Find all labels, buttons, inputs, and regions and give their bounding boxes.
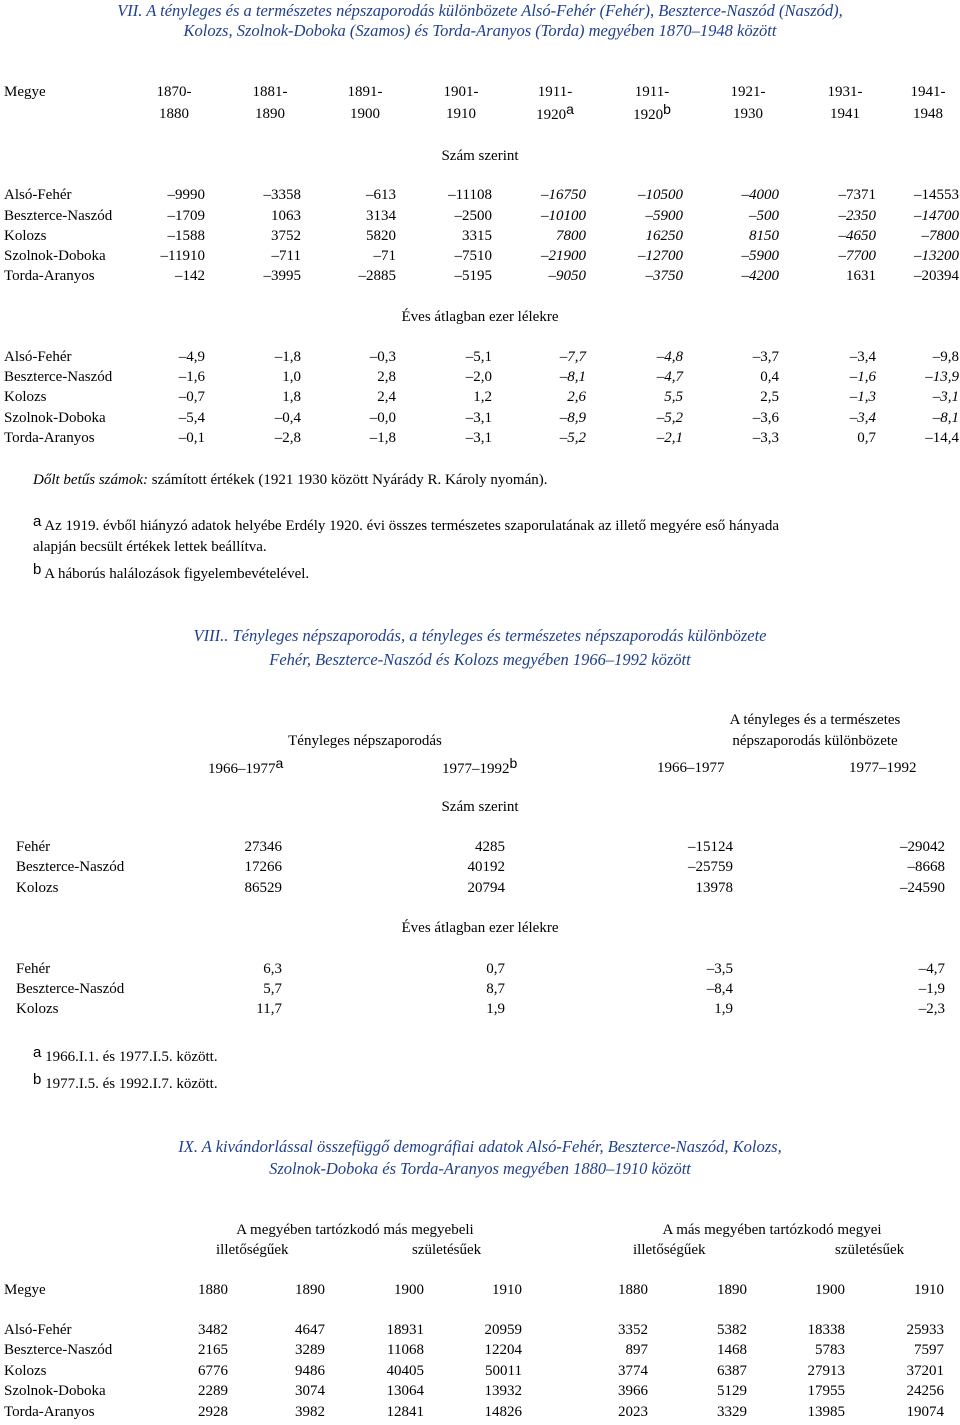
t7-footnote-a-text: Az 1919. évből hiányzó adatok helyébe Erdély 1920. évi összes természetes szaporulatának az illető megyére eső hányada bbox=[41, 518, 779, 534]
t9-row-label: Torda-Aranyos bbox=[4, 1404, 95, 1420]
t7-period-bottom bbox=[621, 101, 683, 124]
t8-cell: –8668 bbox=[907, 859, 945, 875]
t7-cell: –3,7 bbox=[752, 349, 779, 365]
t9-year-header: 1880 bbox=[198, 1282, 228, 1298]
t9-cell: 5382 bbox=[717, 1322, 747, 1338]
t7-cell: –613 bbox=[366, 187, 396, 203]
t8-cell: 13978 bbox=[695, 880, 733, 896]
t8-col-superscript: a bbox=[275, 755, 284, 771]
t7-cell: –2500 bbox=[454, 208, 492, 224]
t8-cell: 11,7 bbox=[256, 1001, 282, 1017]
t8-group-diff-line2: népszaporodás különbözete bbox=[732, 733, 898, 749]
t9-cell: 2023 bbox=[618, 1404, 648, 1420]
t7-row-label: Szolnok-Doboka bbox=[4, 410, 106, 426]
t7-cell: –1,6 bbox=[849, 369, 876, 385]
t9-group2-sub2: születésűek bbox=[835, 1242, 905, 1258]
t7-cell: 1,2 bbox=[473, 389, 492, 405]
t7-cell: –0,4 bbox=[274, 410, 301, 426]
t8-cell: 17266 bbox=[244, 859, 282, 875]
t9-cell: 3966 bbox=[618, 1383, 648, 1399]
t7-cell: –3,6 bbox=[752, 410, 779, 426]
t7-cell: 0,4 bbox=[760, 369, 779, 385]
t7-cell: –14553 bbox=[914, 187, 959, 203]
t7-cell: –0,1 bbox=[178, 430, 205, 446]
t7-cell: –9990 bbox=[167, 187, 205, 203]
table9-title-line2: Szolnok-Doboka és Torda-Aranyos megyében 1880–1910 között bbox=[269, 1159, 691, 1178]
t8-row-label: Beszterce-Naszód bbox=[16, 981, 125, 997]
t7-cell: 3134 bbox=[366, 208, 396, 224]
t7-footnote-a-mark: a bbox=[33, 513, 42, 530]
t7-cell: –13,9 bbox=[925, 369, 959, 385]
t7-cell: –4,9 bbox=[178, 349, 205, 365]
t7-period-bottom-label: 1948 bbox=[913, 106, 943, 122]
t7-section-rate: Éves átlagban ezer lélekre bbox=[401, 309, 559, 325]
t7-cell: –4000 bbox=[741, 187, 779, 203]
t7-cell: –8,9 bbox=[559, 410, 586, 426]
t9-row-label: Alsó-Fehér bbox=[4, 1322, 72, 1338]
t7-cell: –5195 bbox=[454, 268, 492, 284]
t9-cell: 19074 bbox=[906, 1404, 944, 1420]
t8-footnote-b bbox=[33, 1071, 218, 1093]
t7-cell: 1,8 bbox=[282, 389, 301, 405]
t7-cell: –1,6 bbox=[178, 369, 205, 385]
t9-cell: 9486 bbox=[295, 1363, 325, 1379]
t7-cell: –3,3 bbox=[752, 430, 779, 446]
t8-col-header bbox=[442, 755, 518, 778]
t7-period-top: 1931- bbox=[827, 84, 863, 100]
t7-note-text: számított értékek (1921 1930 között Nyárády R. Károly nyomán). bbox=[148, 472, 548, 488]
t8-cell: –25759 bbox=[688, 859, 733, 875]
t7-cell: –14700 bbox=[914, 208, 959, 224]
t8-cell: –1,9 bbox=[918, 981, 945, 997]
t7-cell: –3,4 bbox=[849, 349, 876, 365]
table8-title-line1: VIII.. Tényleges népszaporodás, a tényleges és természetes népszaporodás különbözete bbox=[193, 626, 767, 645]
t8-col-header bbox=[657, 760, 725, 777]
t7-cell: –0,0 bbox=[369, 410, 396, 426]
t9-cell: 3774 bbox=[618, 1363, 648, 1379]
t9-cell: 3482 bbox=[198, 1322, 228, 1338]
t7-row-label: Beszterce-Naszód bbox=[4, 208, 113, 224]
t7-cell: –20394 bbox=[914, 268, 959, 284]
t7-cell: –7800 bbox=[921, 228, 959, 244]
t9-group1-sub1: illetőségűek bbox=[216, 1242, 289, 1258]
t7-cell: –2,8 bbox=[274, 430, 301, 446]
t7-cell: –5,2 bbox=[559, 430, 586, 446]
t7-row-label: Szolnok-Doboka bbox=[4, 248, 106, 264]
t9-cell: 40405 bbox=[386, 1363, 424, 1379]
t7-cell: 5820 bbox=[366, 228, 396, 244]
t7-cell: –3,1 bbox=[465, 430, 492, 446]
t9-cell: 13932 bbox=[484, 1383, 522, 1399]
t7-period-bottom-label: 1941 bbox=[830, 106, 860, 122]
t9-cell: 4647 bbox=[295, 1322, 325, 1338]
t9-year-header: 1900 bbox=[394, 1282, 424, 1298]
t7-cell: –11910 bbox=[160, 248, 205, 264]
t8-footnote-a-text: 1966.I.1. és 1977.I.5. között. bbox=[41, 1049, 218, 1065]
t7-period-top: 1921- bbox=[730, 84, 766, 100]
t7-footnote-b-mark: b bbox=[33, 561, 42, 578]
t9-cell: 3352 bbox=[618, 1322, 648, 1338]
t8-group-actual: Tényleges népszaporodás bbox=[288, 733, 442, 749]
table7-title-line2: Kolozs, Szolnok-Doboka (Szamos) és Torda-Aranyos (Torda) megyében 1870–1948 között bbox=[183, 21, 777, 40]
t8-cell: –8,4 bbox=[706, 981, 733, 997]
t8-cell: 20794 bbox=[467, 880, 505, 896]
t9-cell: 17955 bbox=[807, 1383, 845, 1399]
t8-col-superscript: b bbox=[509, 755, 518, 771]
t7-cell: –711 bbox=[271, 248, 301, 264]
t8-cell: 5,7 bbox=[263, 981, 282, 997]
t7-cell: 2,8 bbox=[377, 369, 396, 385]
t7-cell: –1709 bbox=[167, 208, 205, 224]
t9-row-label: Kolozs bbox=[4, 1363, 47, 1379]
t7-cell: –4,7 bbox=[656, 369, 683, 385]
t7-footnote-b bbox=[33, 561, 310, 583]
t9-group2-sub1: illetőségűek bbox=[633, 1242, 706, 1258]
t8-cell: 0,7 bbox=[486, 961, 505, 977]
t9-cell: 2289 bbox=[198, 1383, 228, 1399]
t7-period-top: 1870- bbox=[156, 84, 192, 100]
t9-cell: 13064 bbox=[386, 1383, 424, 1399]
t7-note bbox=[33, 472, 548, 489]
t9-cell: 5783 bbox=[815, 1342, 845, 1358]
t7-cell: –4650 bbox=[838, 228, 876, 244]
t8-cell: –24590 bbox=[900, 880, 945, 896]
t7-cell: –16750 bbox=[541, 187, 586, 203]
t7-period-bottom bbox=[334, 106, 396, 123]
t8-cell: –4,7 bbox=[918, 961, 945, 977]
t7-cell: –1,3 bbox=[849, 389, 876, 405]
t7-cell: –4200 bbox=[741, 268, 779, 284]
t7-cell: 1063 bbox=[271, 208, 301, 224]
t7-cell: –3358 bbox=[263, 187, 301, 203]
t9-cell: 2928 bbox=[198, 1404, 228, 1420]
t8-col-label: 1966–1977 bbox=[657, 760, 725, 776]
t9-group1-sub2: születésűek bbox=[412, 1242, 482, 1258]
t9-header-megye: Megye bbox=[4, 1282, 46, 1298]
t7-cell: –2,1 bbox=[656, 430, 683, 446]
t7-period-bottom bbox=[897, 106, 959, 123]
t8-col-header bbox=[849, 760, 917, 777]
t7-cell: –14,4 bbox=[925, 430, 959, 446]
t9-year-header: 1890 bbox=[717, 1282, 747, 1298]
t7-cell: –0,3 bbox=[369, 349, 396, 365]
t7-cell: 1631 bbox=[846, 268, 876, 284]
t9-cell: 3982 bbox=[295, 1404, 325, 1420]
t7-footnote-a bbox=[33, 513, 779, 535]
t9-cell: 3289 bbox=[295, 1342, 325, 1358]
t7-row-label: Torda-Aranyos bbox=[4, 430, 95, 446]
t7-period-bottom-label: 1900 bbox=[350, 106, 380, 122]
t9-cell: 6776 bbox=[198, 1363, 228, 1379]
t7-period-bottom-label: 1880 bbox=[159, 106, 189, 122]
table9-title-line1: IX. A kivándorlással összefüggő demográfiai adatok Alsó-Fehér, Beszterce-Naszód, Kolozs, bbox=[178, 1137, 782, 1156]
table8-title-line2: Fehér, Beszterce-Naszód és Kolozs megyében 1966–1992 között bbox=[269, 650, 691, 669]
t7-row-label: Beszterce-Naszód bbox=[4, 369, 113, 385]
t8-col-header bbox=[208, 755, 284, 778]
t7-cell: –7700 bbox=[838, 248, 876, 264]
t7-cell: –21900 bbox=[541, 248, 586, 264]
t7-cell: –500 bbox=[749, 208, 779, 224]
t8-section-rate: Éves átlagban ezer lélekre bbox=[401, 920, 559, 936]
t7-cell: –2350 bbox=[838, 208, 876, 224]
t7-cell: –3,1 bbox=[465, 410, 492, 426]
t7-cell: –5,2 bbox=[656, 410, 683, 426]
t7-cell: –1588 bbox=[167, 228, 205, 244]
t7-row-label: Alsó-Fehér bbox=[4, 349, 72, 365]
t9-cell: 897 bbox=[625, 1342, 648, 1358]
t8-cell: 1,9 bbox=[714, 1001, 733, 1017]
t9-cell: 27913 bbox=[807, 1363, 845, 1379]
t7-cell: –2885 bbox=[358, 268, 396, 284]
t7-cell: 1,0 bbox=[282, 369, 301, 385]
t7-cell: –12700 bbox=[638, 248, 683, 264]
t9-cell: 14826 bbox=[484, 1404, 522, 1420]
t9-cell: 6387 bbox=[717, 1363, 747, 1379]
t7-section-count: Szám szerint bbox=[441, 148, 519, 164]
t9-cell: 50011 bbox=[485, 1363, 522, 1379]
t8-col-label: 1977–1992 bbox=[442, 761, 510, 777]
t7-row-label: Alsó-Fehér bbox=[4, 187, 72, 203]
t8-cell: –29042 bbox=[900, 839, 945, 855]
t8-cell: –15124 bbox=[688, 839, 733, 855]
t9-cell: 5129 bbox=[717, 1383, 747, 1399]
t7-period-top: 1941- bbox=[910, 84, 946, 100]
t7-cell: –5,1 bbox=[465, 349, 492, 365]
t7-cell: –13200 bbox=[914, 248, 959, 264]
t7-period-bottom-label: 1930 bbox=[733, 106, 763, 122]
t7-cell: –8,1 bbox=[559, 369, 586, 385]
t8-row-label: Beszterce-Naszód bbox=[16, 859, 125, 875]
t7-row-label: Torda-Aranyos bbox=[4, 268, 95, 284]
t7-period-top: 1911- bbox=[537, 84, 573, 100]
t8-footnote-b-text: 1977.I.5. és 1992.I.7. között. bbox=[41, 1076, 218, 1092]
t8-footnote-b-mark: b bbox=[33, 1071, 42, 1088]
t8-cell: 8,7 bbox=[486, 981, 505, 997]
t7-cell: 8150 bbox=[749, 228, 779, 244]
t7-period-top: 1911- bbox=[634, 84, 670, 100]
t8-cell: –3,5 bbox=[706, 961, 733, 977]
t7-note-italic: Dőlt betűs számok: bbox=[33, 472, 148, 488]
t7-cell: –7371 bbox=[838, 187, 876, 203]
t9-cell: 18931 bbox=[386, 1322, 424, 1338]
t7-footnote-b-text: A háborús halálozások figyelembevételével. bbox=[41, 566, 310, 582]
t7-cell: –7510 bbox=[454, 248, 492, 264]
t7-cell: 0,7 bbox=[857, 430, 876, 446]
t7-period-bottom bbox=[143, 106, 205, 123]
t9-cell: 2165 bbox=[198, 1342, 228, 1358]
t9-cell: 20959 bbox=[484, 1322, 522, 1338]
t8-cell: –2,3 bbox=[918, 1001, 945, 1017]
t7-cell: 5,5 bbox=[664, 389, 683, 405]
t9-cell: 11068 bbox=[387, 1342, 424, 1358]
t9-cell: 25933 bbox=[906, 1322, 944, 1338]
t7-cell: –3,4 bbox=[849, 410, 876, 426]
t7-cell: –10100 bbox=[541, 208, 586, 224]
t7-cell: 2,4 bbox=[377, 389, 396, 405]
t7-cell: –9,8 bbox=[932, 349, 959, 365]
t7-header-megye: Megye bbox=[4, 84, 46, 100]
t8-footnote-a bbox=[33, 1044, 218, 1066]
t7-cell: –7,7 bbox=[559, 349, 586, 365]
t7-cell: –1,8 bbox=[369, 430, 396, 446]
t7-cell: –4,8 bbox=[656, 349, 683, 365]
t7-period-bottom-label: 1920 bbox=[633, 107, 664, 123]
t8-row-label: Fehér bbox=[16, 839, 51, 855]
t7-period-bottom-label: 1920 bbox=[536, 107, 567, 123]
t9-cell: 12841 bbox=[386, 1404, 424, 1420]
t7-period-bottom-label: 1890 bbox=[255, 106, 285, 122]
t7-cell: –3,1 bbox=[932, 389, 959, 405]
t9-cell: 37201 bbox=[906, 1363, 944, 1379]
t7-period-bottom bbox=[717, 106, 779, 123]
t7-row-label: Kolozs bbox=[4, 389, 47, 405]
t7-cell: –9050 bbox=[548, 268, 586, 284]
t9-row-label: Beszterce-Naszód bbox=[4, 1342, 113, 1358]
t8-group-diff-line1: A tényleges és a természetes bbox=[729, 712, 901, 728]
t9-year-header: 1890 bbox=[295, 1282, 325, 1298]
t7-cell: –142 bbox=[175, 268, 205, 284]
t7-cell: –2,0 bbox=[465, 369, 492, 385]
t7-period-bottom bbox=[430, 106, 492, 123]
t7-cell: –10500 bbox=[638, 187, 683, 203]
t9-cell: 13985 bbox=[807, 1404, 845, 1420]
t7-row-label: Kolozs bbox=[4, 228, 47, 244]
t8-cell: 86529 bbox=[244, 880, 282, 896]
t7-cell: –1,8 bbox=[274, 349, 301, 365]
t7-footnote-a-line2: alapján becsült értékek lettek beállítva. bbox=[33, 539, 267, 555]
t9-row-label: Szolnok-Doboka bbox=[4, 1383, 106, 1399]
t7-cell: –5900 bbox=[741, 248, 779, 264]
t7-cell: –71 bbox=[373, 248, 396, 264]
t7-period-superscript: a bbox=[566, 101, 574, 117]
t7-cell: 2,5 bbox=[760, 389, 779, 405]
t9-cell: 3329 bbox=[717, 1404, 747, 1420]
t8-cell: 27346 bbox=[244, 839, 282, 855]
t7-cell: –5,4 bbox=[178, 410, 205, 426]
t9-group2-title: A más megyében tartózkodó megyei bbox=[662, 1222, 882, 1238]
t7-period-top: 1891- bbox=[347, 84, 383, 100]
t7-cell: 3752 bbox=[271, 228, 301, 244]
t8-cell: 6,3 bbox=[263, 961, 282, 977]
t7-period-top: 1881- bbox=[252, 84, 288, 100]
table7-title-line1: VII. A tényleges és a természetes népszaporodás különbözete Alsó-Fehér (Fehér), Beszterce-Naszód (Naszód), bbox=[117, 1, 843, 20]
t8-cell: 4285 bbox=[475, 839, 505, 855]
t7-cell: –11108 bbox=[448, 187, 492, 203]
t7-period-top: 1901- bbox=[443, 84, 479, 100]
t7-cell: 7800 bbox=[556, 228, 586, 244]
t9-cell: 1468 bbox=[717, 1342, 747, 1358]
t8-section-count: Szám szerint bbox=[441, 799, 519, 815]
t9-cell: 12204 bbox=[484, 1342, 522, 1358]
t8-cell: 40192 bbox=[467, 859, 505, 875]
t7-period-bottom bbox=[814, 106, 876, 123]
t7-cell: –8,1 bbox=[932, 410, 959, 426]
t7-period-bottom bbox=[524, 101, 586, 124]
t9-year-header: 1910 bbox=[492, 1282, 522, 1298]
t7-period-bottom-label: 1910 bbox=[446, 106, 476, 122]
t7-cell: –0,7 bbox=[178, 389, 205, 405]
t9-cell: 24256 bbox=[906, 1383, 944, 1399]
t7-cell: 3315 bbox=[462, 228, 492, 244]
t9-cell: 3074 bbox=[295, 1383, 325, 1399]
t8-row-label: Fehér bbox=[16, 961, 51, 977]
t8-col-label: 1966–1977 bbox=[208, 761, 276, 777]
t9-group1-title: A megyében tartózkodó más megyebeli bbox=[236, 1222, 474, 1238]
t7-cell: –3750 bbox=[645, 268, 683, 284]
t7-period-bottom bbox=[239, 106, 301, 123]
t9-year-header: 1900 bbox=[815, 1282, 845, 1298]
t9-year-header: 1880 bbox=[618, 1282, 648, 1298]
t8-footnote-a-mark: a bbox=[33, 1044, 42, 1061]
t9-year-header: 1910 bbox=[914, 1282, 944, 1298]
t7-period-superscript: b bbox=[663, 101, 671, 117]
t7-cell: 2,6 bbox=[567, 389, 586, 405]
t7-cell: –5900 bbox=[645, 208, 683, 224]
t9-cell: 7597 bbox=[914, 1342, 944, 1358]
t8-cell: 1,9 bbox=[486, 1001, 505, 1017]
t9-cell: 18338 bbox=[807, 1322, 845, 1338]
t7-cell: –3995 bbox=[263, 268, 301, 284]
t7-cell: 16250 bbox=[645, 228, 683, 244]
t8-row-label: Kolozs bbox=[16, 880, 59, 896]
t8-row-label: Kolozs bbox=[16, 1001, 59, 1017]
t8-col-label: 1977–1992 bbox=[849, 760, 917, 776]
